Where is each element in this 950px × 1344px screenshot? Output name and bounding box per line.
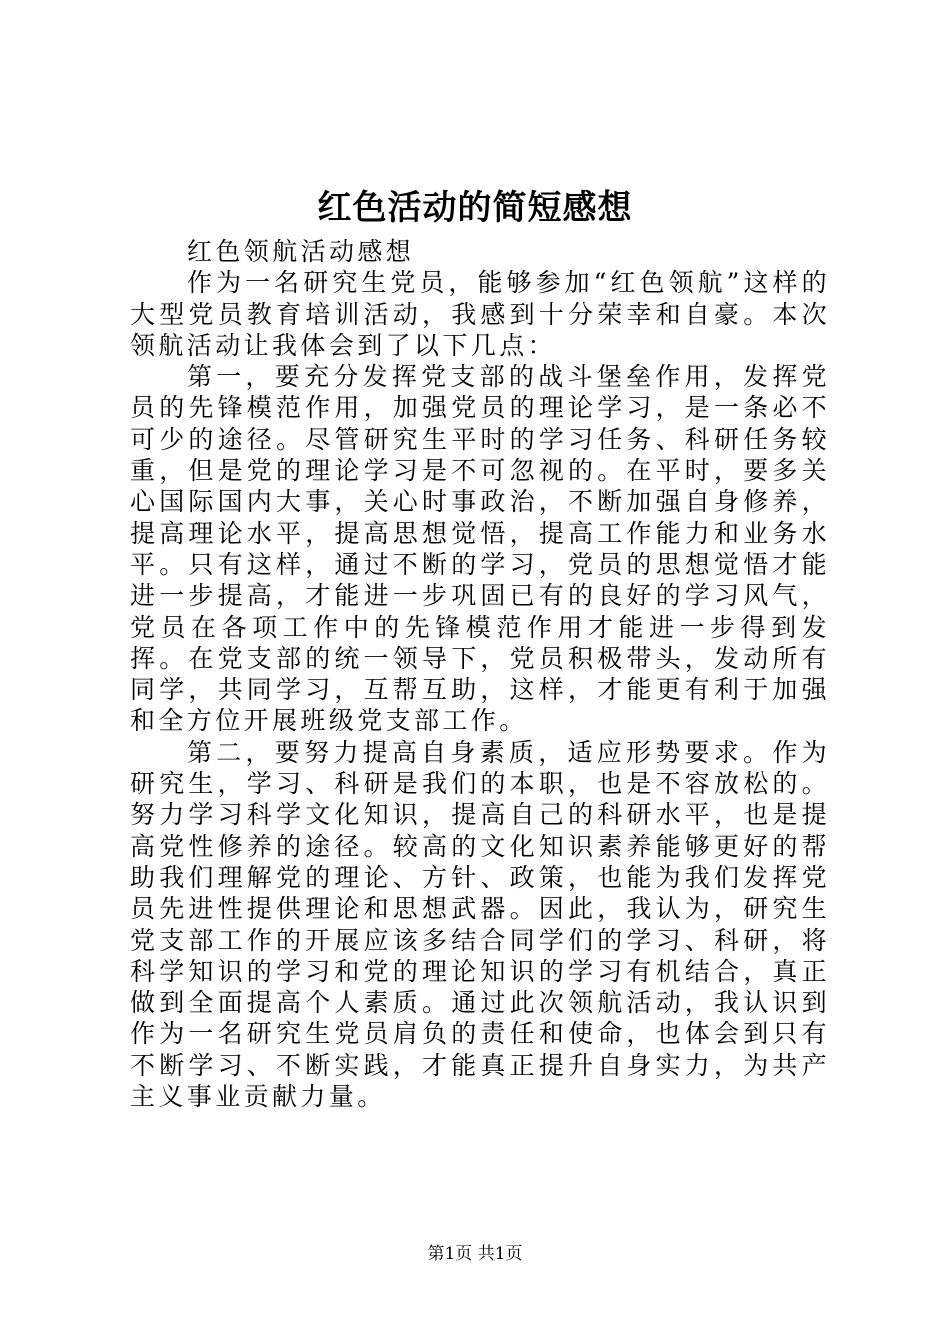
subtitle-paragraph: 红色领航活动感想 <box>187 237 415 266</box>
point-one-paragraph: 第一，要充分发挥党支部的战斗堡垒作用，发挥党员的先锋模范作用，加强党员的理论学习，是一条必不可少的途径。尽管研究生平时的学习任务、科研任务较重，但是党的理论学习是不可忽视的。在平时，要多关心国际国内大事，关心时事政治，不断加强自身修养，提高理论水平，提高思想觉悟，提高工作能力和业务水平。只有这样，通过不断的学习，党员的思想觉悟才能进一步提高，才能进一步巩固已有的良好的学习风气，党员在各项工作中的先锋模范作用才能进一步得到发挥。在党支部的统一领导下，党员积极带头，发动所有同学，共同学习，互帮互助，这样，才能更有利于加强和全方位开展班级党支部工作。 <box>130 362 830 736</box>
document-body <box>130 236 830 1112</box>
document-title: 红色活动的简短感想 <box>317 188 633 228</box>
intro-paragraph: 作为一名研究生党员，能够参加“红色领航”这样的大型党员教育培训活动，我感到十分荣幸和自豪。本次领航活动让我体会到了以下几点： <box>130 268 830 360</box>
page-number-footer: 第1页 共1页 <box>427 1244 523 1264</box>
point-two-paragraph: 第二，要努力提高自身素质，适应形势要求。作为研究生，学习、科研是我们的本职，也是不容放松的。努力学习科学文化知识，提高自己的科研水平，也是提高党性修养的途径。较高的文化知识素养能够更好的帮助我们理解党的理论、方针、政策，也能为我们发挥党员先进性提供理论和思想武器。因此，我认为，研究生党支部工作的开展应该多结合同学们的学习、科研，将科学知识的学习和党的理论知识的学习有机结合，真正做到全面提高个人素质。通过此次领航活动，我认识到作为一名研究生党员肩负的责任和使命，也体会到只有不断学习、不断实践，才能真正提升自身实力，为共产主义事业贡献力量。 <box>130 737 830 1112</box>
